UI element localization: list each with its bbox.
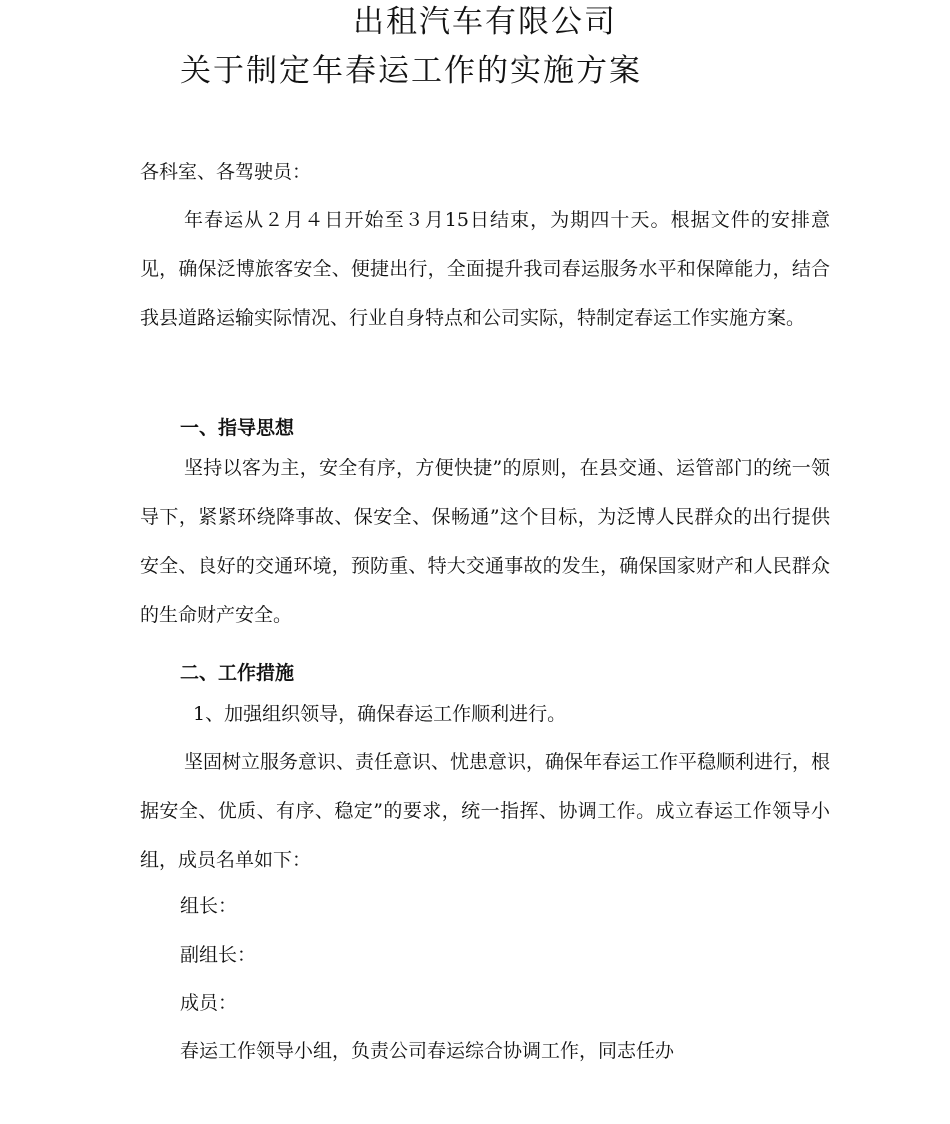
work-measure-paragraph: 坚固树立服务意识、责任意识、忧患意识，确保年春运工作平稳顺利进行，根据安全、优质、有序、稳定”的要求，统一指挥、协调工作。成立春运工作领导小组，成员名单如下： bbox=[140, 751, 831, 871]
leader-label: 组长： bbox=[180, 895, 238, 917]
leadership-group-duty-line: 春运工作领导小组，负责公司春运综合协调工作，同志任办 bbox=[180, 1040, 675, 1062]
work-measure-item-1: 1、加强组织领导，确保春运工作顺利进行。 bbox=[193, 703, 567, 725]
section-heading-work-measures: 二、工作措施 bbox=[180, 662, 295, 684]
document-title-company: 出租汽车有限公司 bbox=[353, 4, 617, 40]
salutation: 各科室、各驾驶员： bbox=[140, 161, 312, 183]
intro-paragraph: 年春运从２月４日开始至３月15日结束，为期四十天。根据文件的安排意见，确保泛博旅客安全、便捷出行，全面提升我司春运服务水平和保障能力，结合我县道路运输实际情况、行业自身特点和公司实际，特制定春运工作实施方案。 bbox=[140, 209, 830, 329]
document-title-subject: 关于制定年春运工作的实施方案 bbox=[180, 53, 642, 89]
deputy-leader-label: 副组长： bbox=[180, 944, 257, 966]
section-heading-guiding-principle: 一、指导思想 bbox=[180, 417, 295, 439]
member-label: 成员： bbox=[180, 992, 238, 1014]
guiding-principle-paragraph: 坚持以客为主，安全有序，方便快捷”的原则，在县交通、运管部门的统一领导下，紧紧环绕降事故、保安全、保畅通”这个目标，为泛博人民群众的出行提供安全、良好的交通环境，预防重、特大交通事故的发生，确保国家财产和人民群众的生命财产安全。 bbox=[140, 457, 830, 626]
